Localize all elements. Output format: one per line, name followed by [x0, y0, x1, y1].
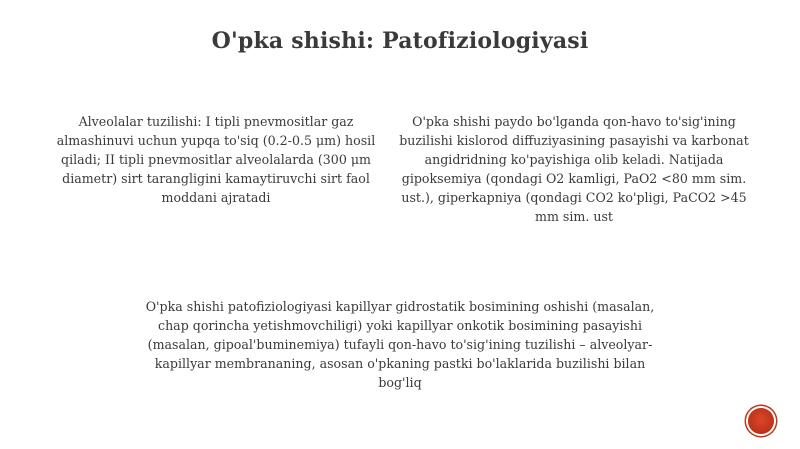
barrier-disruption-text: O'pka shishi paydo bo'lganda qon-havo to'sig'ining buzilishi kislorod diffuziyasining pasayishi va karbonat angidridning ko'payishiga olib keladi. Natijada gipoksemiya (qondagi O2 kamligi, PaO2 <80 mm sim. ust.), giperkapniya (qondagi CO2 ko'pligi, PaCO2 >45 mm sim. ust — [399, 114, 749, 224]
alveoli-structure-text: Alveolalar tuzilishi: I tipli pnevmositlar gaz almashinuvi uchun yupqa to'siq (0.2-0.5 μm) hosil qiladi; II tipli pnevmositlar alveolalarda (300 μm diametr) sirt tarangligini kamaytiruvchi sirt faol moddani ajratadi — [56, 114, 376, 205]
slide-title: O'pka shishi: Patofiziologiyasi — [211, 28, 589, 54]
pathophysiology-summary-text: O'pka shishi patofiziologiyasi kapillyar gidrostatik bosimining oshishi (masalan, chap qorincha yetishmovchiligi) yoki kapillyar onkotik bosimining pasayishi (masalan, gipoal'buminemiya) tufayli qon-havo to'sig'ining tuzilishi – alveolyar-kapillyar membrananing, asosan o'pkaning pastki bo'laklarida buzilishi bilan bog'liq — [145, 299, 655, 390]
next-slide-button[interactable] — [748, 408, 774, 434]
